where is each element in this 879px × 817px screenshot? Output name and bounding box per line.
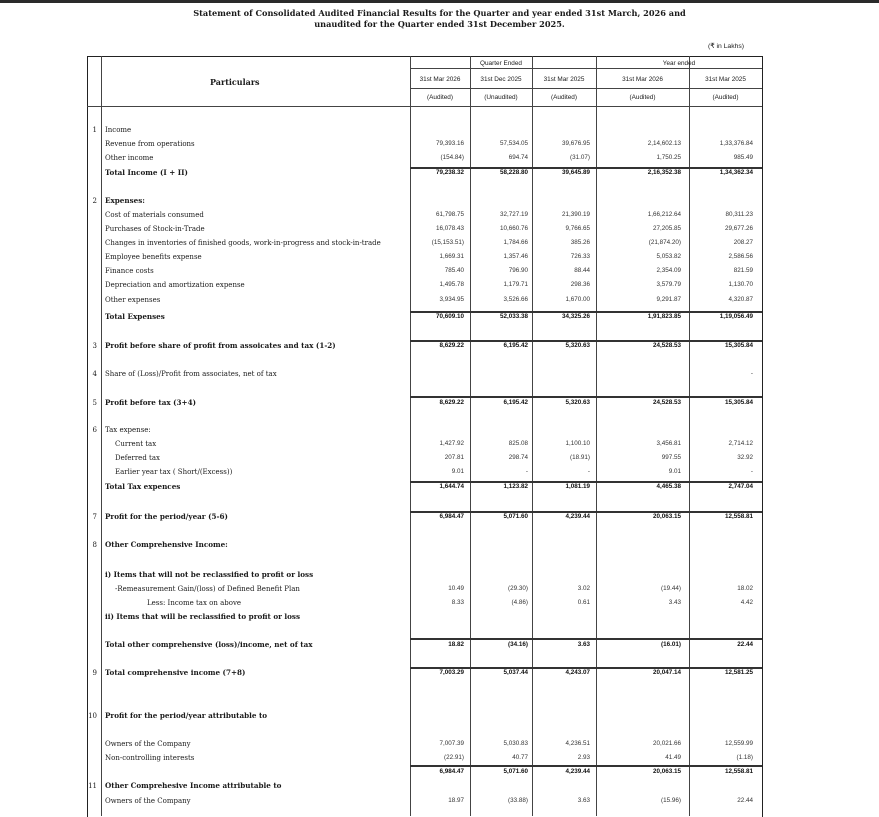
table-row <box>0 796 879 806</box>
row-label: Expenses: <box>105 196 145 205</box>
row-label: Non-controlling interests <box>105 754 195 762</box>
table-row <box>0 196 879 206</box>
row-label: Profit before share of profit from assoicates and tax (1-2) <box>105 341 336 350</box>
row-number: 5 <box>92 399 97 407</box>
table-row <box>0 312 879 322</box>
cell-value: 1,357.46 <box>503 253 528 260</box>
document-title-line-1: Statement of Consolidated Audited Financial Results for the Quarter and year ended 31st March, 2026 and <box>193 8 686 18</box>
cell-value: 1,123.82 <box>503 483 528 490</box>
table-row <box>0 584 879 594</box>
cell-value: 726.33 <box>570 253 590 260</box>
row-label: Owners of the Company <box>105 797 191 805</box>
cell-value: 40.77 <box>512 754 528 761</box>
table-row <box>0 512 879 522</box>
cell-value: 796.90 <box>508 267 528 274</box>
top-edge-bar <box>0 0 879 3</box>
cell-value: 6,195.42 <box>503 342 528 349</box>
row-label: Less: Income tax on above <box>147 599 242 607</box>
cell-value: 8,629.22 <box>439 342 464 349</box>
cell-value: 6,984.47 <box>439 768 464 775</box>
cell-value: (4.86) <box>511 599 528 606</box>
cell-value: 15,305.84 <box>724 342 753 349</box>
cell-value: 5,053.82 <box>656 253 681 260</box>
cell-value: 8,629.22 <box>439 399 464 406</box>
cell-value: 1,179.71 <box>503 281 528 288</box>
cell-value: 3,456.81 <box>656 440 681 447</box>
table-row <box>0 210 879 220</box>
row-label: Cost of materials consumed <box>105 211 204 219</box>
table-row <box>0 125 879 135</box>
cell-value: 2,16,352.38 <box>647 169 681 176</box>
column-date: 31st Mar 2025 <box>705 76 746 83</box>
cell-value: 821.59 <box>733 267 753 274</box>
row-label: Other Comprehensive Income: <box>105 540 228 549</box>
row-label: Total Expenses <box>105 312 165 321</box>
cell-value: 10,660.76 <box>499 225 528 232</box>
cell-value: 3.63 <box>577 641 590 648</box>
cell-value: 3,526.66 <box>503 296 528 303</box>
table-row <box>0 425 879 435</box>
row-number: 10 <box>88 712 97 720</box>
column-date: 31st Mar 2026 <box>419 76 461 83</box>
cell-value: 2,586.56 <box>728 253 753 260</box>
row-label: Other expenses <box>105 296 161 304</box>
column-date: 31st Mar 2026 <box>622 76 663 83</box>
cell-value: 58,228.80 <box>499 169 528 176</box>
row-label: Earlier year tax ( Short/(Excess)) <box>115 468 233 476</box>
cell-value: 34,325.26 <box>561 313 590 320</box>
cell-value: 3,579.79 <box>656 281 681 288</box>
cell-value: 9,291.87 <box>656 296 681 303</box>
row-number: 2 <box>92 197 97 205</box>
header-divider <box>410 88 762 89</box>
cell-value: 298.74 <box>508 454 528 461</box>
cell-value: 4.42 <box>740 599 753 606</box>
particulars-header: Particulars <box>210 77 260 87</box>
table-row <box>0 439 879 449</box>
table-row <box>0 598 879 608</box>
cell-value: 80,311.23 <box>725 211 753 218</box>
table-row <box>0 540 879 550</box>
cell-value: 52,033.38 <box>499 313 528 320</box>
cell-value: 20,021.66 <box>652 740 681 747</box>
cell-value: 1,495.78 <box>439 281 464 288</box>
table-row <box>0 153 879 163</box>
row-number: 7 <box>92 513 97 521</box>
cell-value: 3.63 <box>577 797 590 804</box>
table-row <box>0 753 879 763</box>
cell-value: - <box>525 468 528 475</box>
cell-value: (154.84) <box>440 154 464 161</box>
row-label: Current tax <box>115 440 157 448</box>
cell-value: 70,609.10 <box>435 313 464 320</box>
cell-value: 1,33,376.84 <box>719 140 753 147</box>
cell-value: 21,390.19 <box>561 211 590 218</box>
cell-value: 825.08 <box>508 440 528 447</box>
cell-value: 1,100.10 <box>565 440 590 447</box>
table-row <box>0 453 879 463</box>
table-row <box>0 398 879 408</box>
cell-value: 2,747.04 <box>728 483 753 490</box>
cell-value: (22.91) <box>444 754 464 761</box>
table-row <box>0 640 879 650</box>
cell-value: 1,34,362.34 <box>719 169 753 176</box>
row-number: 8 <box>92 541 97 549</box>
table-row <box>0 266 879 276</box>
row-label: Total Income (I + II) <box>105 168 188 177</box>
row-label: Changes in inventories of finished goods, work-in-progress and stock-in-trade <box>105 239 381 247</box>
year-ended-header: Year ended <box>662 60 696 67</box>
cell-value: 9,766.65 <box>565 225 590 232</box>
row-label: Purchases of Stock-in-Trade <box>105 225 205 233</box>
table-row <box>0 224 879 234</box>
cell-value: 1,670.00 <box>565 296 590 303</box>
table-row <box>0 139 879 149</box>
table-row <box>0 467 879 477</box>
cell-value: 39,645.89 <box>561 169 590 176</box>
header-divider <box>410 68 596 69</box>
cell-value: 8.33 <box>451 599 464 606</box>
cell-value: 18.82 <box>448 641 464 648</box>
cell-value: (34.16) <box>508 641 528 648</box>
row-label: Deferred tax <box>115 454 160 462</box>
cell-value: 2,14,602.13 <box>647 140 681 147</box>
row-label: Other income <box>105 154 154 162</box>
row-label: ii) Items that will be reclassified to profit or loss <box>105 612 301 621</box>
table-row <box>0 711 879 721</box>
cell-value: (16.01) <box>661 641 681 648</box>
cell-value: - <box>750 370 753 377</box>
cell-value: 1,784.66 <box>503 239 528 246</box>
unit-note: (₹ in Lakhs) <box>708 43 745 50</box>
row-label: Total Tax expences <box>105 482 181 491</box>
cell-value: 32,727.19 <box>499 211 528 218</box>
cell-value: (15.96) <box>661 797 681 804</box>
cell-value: 5,071.60 <box>503 768 528 775</box>
cell-value: 207.81 <box>444 454 464 461</box>
cell-value: 1,130.70 <box>728 281 753 288</box>
cell-value: 20,047.14 <box>652 669 681 676</box>
cell-value: 4,239.44 <box>565 768 590 775</box>
cell-value: 3.43 <box>668 599 681 606</box>
cell-value: 0.61 <box>577 599 590 606</box>
table-row <box>0 280 879 290</box>
row-label: Depreciation and amortization expense <box>105 281 245 289</box>
row-label: Profit for the period/year (5-6) <box>105 512 228 521</box>
column-status: (Unaudited) <box>484 94 518 101</box>
table-row <box>0 668 879 678</box>
row-number: 6 <box>92 426 97 434</box>
row-number: 3 <box>92 342 97 350</box>
cell-value: 1,081.19 <box>565 483 590 490</box>
cell-value: 12,581.25 <box>724 669 753 676</box>
column-date: 31st Mar 2025 <box>543 76 585 83</box>
cell-value: 41.49 <box>665 754 681 761</box>
cell-value: 4,243.07 <box>565 669 590 676</box>
cell-value: 985.49 <box>733 154 753 161</box>
row-number: 9 <box>92 669 97 677</box>
cell-value: 24,528.53 <box>652 399 681 406</box>
cell-value: 385.26 <box>570 239 590 246</box>
cell-value: 1,750.25 <box>656 154 681 161</box>
table-row <box>0 341 879 351</box>
table-row <box>0 482 879 492</box>
cell-value: 12,558.81 <box>724 768 753 775</box>
row-label: Profit for the period/year attributable to <box>105 711 268 720</box>
table-row <box>0 767 879 777</box>
cell-value: - <box>587 468 590 475</box>
cell-value: 12,559.99 <box>724 740 753 747</box>
table-row <box>0 369 879 379</box>
cell-value: 20,063.15 <box>652 768 681 775</box>
table-row <box>0 168 879 178</box>
column-status: (Audited) <box>551 94 577 101</box>
cell-value: 32.92 <box>737 454 753 461</box>
cell-value: 6,195.42 <box>503 399 528 406</box>
row-label: Tax expense: <box>105 426 151 434</box>
cell-value: 997.55 <box>661 454 681 461</box>
cell-value: (33.88) <box>508 797 528 804</box>
cell-value: 5,320.63 <box>565 342 590 349</box>
row-label: i) Items that will not be reclassified to profit or loss <box>105 570 314 579</box>
row-label: Total comprehensive income (7+8) <box>105 668 246 677</box>
cell-value: 61,798.75 <box>435 211 464 218</box>
cell-value: 1,644.74 <box>439 483 464 490</box>
document-title-line-2: unaudited for the Quarter ended 31st December 2025. <box>314 19 565 29</box>
cell-value: 1,91,823.85 <box>647 313 681 320</box>
cell-value: 9.01 <box>668 468 681 475</box>
row-label: Revenue from operations <box>105 140 195 148</box>
cell-value: 6,984.47 <box>439 513 464 520</box>
cell-value: (19.44) <box>661 585 681 592</box>
quarter-ended-header: Quarter Ended <box>480 60 522 67</box>
column-status: (Audited) <box>712 94 739 101</box>
cell-value: (15,153.51) <box>431 239 464 246</box>
cell-value: 1,19,056.49 <box>719 313 753 320</box>
cell-value: 5,320.63 <box>565 399 590 406</box>
cell-value: 5,030.83 <box>503 740 528 747</box>
cell-value: 4,320.87 <box>728 296 753 303</box>
row-label: -Remeasurement Gain/(loss) of Defined Benefit Plan <box>115 585 300 593</box>
cell-value: 15,305.84 <box>724 399 753 406</box>
row-number: 11 <box>88 782 97 790</box>
table-row <box>0 781 879 791</box>
row-number: 4 <box>92 370 97 378</box>
cell-value: 12,558.81 <box>724 513 753 520</box>
cell-value: 5,071.60 <box>503 513 528 520</box>
cell-value: 9.01 <box>451 468 464 475</box>
column-date: 31st Dec 2025 <box>480 76 522 83</box>
table-row <box>0 739 879 749</box>
cell-value: 694.74 <box>508 154 528 161</box>
cell-value: 18.97 <box>448 797 464 804</box>
cell-value: (18.91) <box>570 454 590 461</box>
row-number: 1 <box>92 126 97 134</box>
cell-value: 1,66,212.64 <box>647 211 681 218</box>
cell-value: 208.27 <box>733 239 753 246</box>
cell-value: 88.44 <box>574 267 590 274</box>
cell-value: 1,669.31 <box>439 253 464 260</box>
cell-value: 7,007.39 <box>439 740 464 747</box>
row-label: Employee benefits expense <box>105 253 202 261</box>
table-row <box>0 238 879 248</box>
table-row <box>0 570 879 580</box>
cell-value: 27,205.85 <box>652 225 681 232</box>
row-label: Finance costs <box>105 267 154 275</box>
row-label: Other Comprehesive Income attributable to <box>105 781 282 790</box>
cell-value: 7,003.29 <box>439 669 464 676</box>
header-divider <box>596 68 762 69</box>
cell-value: 57,534.05 <box>499 140 528 147</box>
cell-value: (31.07) <box>570 154 590 161</box>
cell-value: 22.44 <box>737 797 753 804</box>
cell-value: (29.30) <box>508 585 528 592</box>
cell-value: 22.44 <box>737 641 753 648</box>
header-bottom-line <box>87 106 762 107</box>
cell-value: 18.02 <box>737 585 753 592</box>
cell-value: 2.93 <box>577 754 590 761</box>
cell-value: 29,677.26 <box>724 225 753 232</box>
column-status: (Audited) <box>629 94 656 101</box>
column-status: (Audited) <box>427 94 453 101</box>
cell-value: 16,078.43 <box>435 225 464 232</box>
row-label: Owners of the Company <box>105 740 191 748</box>
cell-value: 1,427.92 <box>439 440 464 447</box>
row-label: Income <box>105 126 132 134</box>
cell-value: 10.49 <box>448 585 464 592</box>
cell-value: 79,393.16 <box>435 140 464 147</box>
cell-value: 24,528.53 <box>652 342 681 349</box>
cell-value: 4,239.44 <box>565 513 590 520</box>
cell-value: 298.36 <box>570 281 590 288</box>
row-label: Total other comprehensive (loss)/income, net of tax <box>105 640 313 649</box>
cell-value: (1.18) <box>736 754 753 761</box>
cell-value: 4,236.51 <box>565 740 590 747</box>
cell-value: 3,934.95 <box>439 296 464 303</box>
cell-value: 79,238.32 <box>435 169 464 176</box>
table-row <box>0 295 879 305</box>
row-label: Share of (Loss)/Profit from associates, net of tax <box>105 370 277 378</box>
cell-value: 5,037.44 <box>503 669 528 676</box>
cell-value: 39,676.95 <box>561 140 590 147</box>
cell-value: 20,063.15 <box>652 513 681 520</box>
cell-value: 3.02 <box>577 585 590 592</box>
cell-value: - <box>750 468 753 475</box>
table-row <box>0 612 879 622</box>
row-label: Profit before tax (3+4) <box>105 398 196 407</box>
cell-value: 2,714.12 <box>728 440 753 447</box>
cell-value: 785.40 <box>444 267 464 274</box>
cell-value: 4,465.38 <box>656 483 681 490</box>
cell-value: 2,354.09 <box>656 267 681 274</box>
cell-value: (21,874.20) <box>648 239 681 246</box>
table-row <box>0 252 879 262</box>
